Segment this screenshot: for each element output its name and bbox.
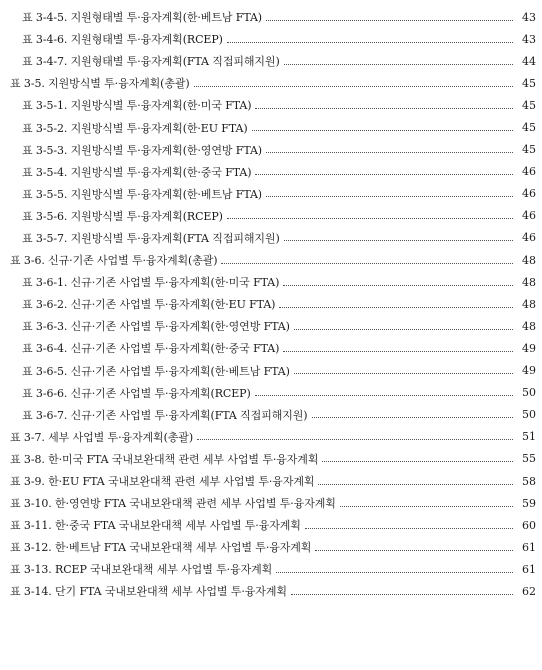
toc-entry-page-number: 49 — [522, 364, 536, 378]
toc-entry-page-number: 62 — [522, 584, 536, 598]
toc-entry-page-number: 55 — [522, 452, 536, 466]
toc-entry[interactable] — [0, 293, 542, 315]
dot-leader — [194, 86, 513, 87]
toc-entry[interactable] — [0, 271, 542, 293]
toc-entry-title: 표 3-4-6. 지원형태별 투·융자계획(RCEP) — [22, 33, 223, 47]
dot-leader — [318, 484, 513, 485]
toc-entry-page-number: 58 — [522, 474, 536, 488]
toc-entry-title: 표 3-14. 단기 FTA 국내보완대책 세부 사업별 투·융자계획 — [10, 585, 287, 599]
dot-leader — [266, 20, 513, 21]
toc-entry-title: 표 3-6-4. 신규·기존 사업별 투·융자계획(한·중국 FTA) — [22, 342, 280, 356]
dot-leader — [284, 64, 513, 65]
table-of-contents-list — [0, 6, 542, 603]
toc-entry[interactable] — [0, 315, 542, 337]
toc-entry-title: 표 3-10. 한·영연방 FTA 국내보완대책 관련 세부 사업별 투·융자계획 — [10, 497, 336, 511]
toc-entry[interactable] — [0, 183, 542, 205]
toc-entry[interactable] — [0, 161, 542, 183]
toc-entry[interactable] — [0, 580, 542, 602]
dot-leader — [197, 439, 513, 440]
dot-leader — [255, 108, 513, 109]
dot-leader — [291, 594, 513, 595]
toc-entry-title: 표 3-7. 세부 사업별 투·융자계획(총괄) — [10, 430, 194, 444]
toc-entry-title: 표 3-6-2. 신규·기존 사업별 투·융자계획(한·EU FTA) — [22, 298, 276, 312]
toc-entry[interactable] — [0, 249, 542, 271]
toc-entry-title: 표 3-5-1. 지원방식별 투·융자계획(한·미국 FTA) — [22, 99, 252, 113]
toc-entry-page-number: 51 — [522, 430, 536, 444]
toc-entry-title: 표 3-12. 한·베트남 FTA 국내보완대책 세부 사업별 투·융자계획 — [10, 541, 312, 555]
toc-entry-page-number: 43 — [522, 10, 536, 24]
toc-entry-title: 표 3-6-3. 신규·기존 사업별 투·융자계획(한·영연방 FTA) — [22, 320, 290, 334]
toc-entry-title: 표 3-5-6. 지원방식별 투·융자계획(RCEP) — [22, 209, 223, 223]
toc-entry[interactable] — [0, 426, 542, 448]
dot-leader — [283, 285, 513, 286]
toc-entry-page-number: 45 — [522, 76, 536, 90]
dot-leader — [266, 196, 513, 197]
dot-leader — [284, 240, 513, 241]
dot-leader — [221, 263, 513, 264]
dot-leader — [255, 395, 513, 396]
toc-entry[interactable] — [0, 6, 542, 28]
toc-entry[interactable] — [0, 205, 542, 227]
toc-entry-page-number: 59 — [522, 496, 536, 510]
toc-entry-page-number: 48 — [522, 275, 536, 289]
toc-entry-page-number: 45 — [522, 121, 536, 135]
toc-entry[interactable] — [0, 492, 542, 514]
toc-entry-title: 표 3-6-7. 신규·기존 사업별 투·융자계획(FTA 직접피해지원) — [22, 408, 308, 422]
toc-entry-page-number: 43 — [522, 32, 536, 46]
toc-entry[interactable] — [0, 360, 542, 382]
dot-leader — [315, 550, 513, 551]
toc-entry-page-number: 45 — [522, 143, 536, 157]
toc-entry-title: 표 3-13. RCEP 국내보완대책 세부 사업별 투·융자계획 — [10, 563, 273, 577]
dot-leader — [227, 42, 513, 43]
toc-entry-title: 표 3-6. 신규·기존 사업별 투·융자계획(총괄) — [10, 254, 218, 268]
toc-entry-title: 표 3-5-5. 지원방식별 투·융자계획(한·베트남 FTA) — [22, 187, 262, 201]
dot-leader — [294, 373, 513, 374]
toc-entry[interactable] — [0, 94, 542, 116]
dot-leader — [279, 307, 513, 308]
toc-entry-page-number: 44 — [522, 54, 536, 68]
toc-entry-page-number: 50 — [522, 408, 536, 422]
toc-entry-title: 표 3-4-5. 지원형태별 투·융자계획(한·베트남 FTA) — [22, 11, 262, 25]
dot-leader — [266, 152, 513, 153]
dot-leader — [227, 218, 513, 219]
toc-entry-title: 표 3-5-3. 지원방식별 투·융자계획(한·영연방 FTA) — [22, 143, 262, 157]
toc-entry-page-number: 45 — [522, 98, 536, 112]
dot-leader — [340, 506, 513, 507]
toc-entry-page-number: 61 — [522, 562, 536, 576]
toc-entry[interactable] — [0, 448, 542, 470]
toc-entry[interactable] — [0, 50, 542, 72]
toc-entry-title: 표 3-5. 지원방식별 투·융자계획(총괄) — [10, 77, 190, 91]
dot-leader — [276, 572, 513, 573]
toc-entry-title: 표 3-5-2. 지원방식별 투·융자계획(한·EU FTA) — [22, 121, 248, 135]
dot-leader — [312, 417, 514, 418]
toc-entry-page-number: 48 — [522, 319, 536, 333]
toc-entry[interactable] — [0, 116, 542, 138]
toc-entry-page-number: 60 — [522, 518, 536, 532]
toc-entry-page-number: 48 — [522, 297, 536, 311]
toc-entry-title: 표 3-6-1. 신규·기존 사업별 투·융자계획(한·미국 FTA) — [22, 276, 280, 290]
toc-entry-page-number: 50 — [522, 386, 536, 400]
toc-entry[interactable] — [0, 72, 542, 94]
toc-entry-title: 표 3-5-7. 지원방식별 투·융자계획(FTA 직접피해지원) — [22, 231, 280, 245]
dot-leader — [294, 329, 513, 330]
toc-entry-page-number: 46 — [522, 165, 536, 179]
toc-entry[interactable] — [0, 139, 542, 161]
toc-entry-title: 표 3-6-5. 신규·기존 사업별 투·융자계획(한·베트남 FTA) — [22, 364, 290, 378]
toc-entry-page-number: 61 — [522, 540, 536, 554]
toc-entry-page-number: 46 — [522, 231, 536, 245]
toc-entry[interactable] — [0, 470, 542, 492]
toc-entry[interactable] — [0, 382, 542, 404]
toc-entry[interactable] — [0, 337, 542, 359]
toc-entry-title: 표 3-9. 한·EU FTA 국내보완대책 관련 세부 사업별 투·융자계획 — [10, 475, 315, 489]
toc-entry-title: 표 3-6-6. 신규·기존 사업별 투·융자계획(RCEP) — [22, 386, 251, 400]
toc-entry[interactable] — [0, 227, 542, 249]
toc-entry[interactable] — [0, 28, 542, 50]
toc-entry-page-number: 46 — [522, 187, 536, 201]
toc-entry[interactable] — [0, 514, 542, 536]
toc-entry-title: 표 3-5-4. 지원방식별 투·융자계획(한·중국 FTA) — [22, 165, 252, 179]
dot-leader — [305, 528, 513, 529]
toc-entry[interactable] — [0, 536, 542, 558]
toc-entry-page-number: 46 — [522, 209, 536, 223]
toc-entry-page-number: 49 — [522, 341, 536, 355]
dot-leader — [255, 174, 513, 175]
dot-leader — [283, 351, 513, 352]
toc-entry-title: 표 3-8. 한·미국 FTA 국내보완대책 관련 세부 사업별 투·융자계획 — [10, 452, 319, 466]
dot-leader — [322, 461, 513, 462]
toc-entry[interactable] — [0, 558, 542, 580]
toc-entry-title: 표 3-11. 한·중국 FTA 국내보완대책 세부 사업별 투·융자계획 — [10, 519, 301, 533]
toc-entry[interactable] — [0, 404, 542, 426]
toc-entry-title: 표 3-4-7. 지원형태별 투·융자계획(FTA 직접피해지원) — [22, 55, 280, 69]
toc-entry-page-number: 48 — [522, 253, 536, 267]
dot-leader — [252, 130, 513, 131]
